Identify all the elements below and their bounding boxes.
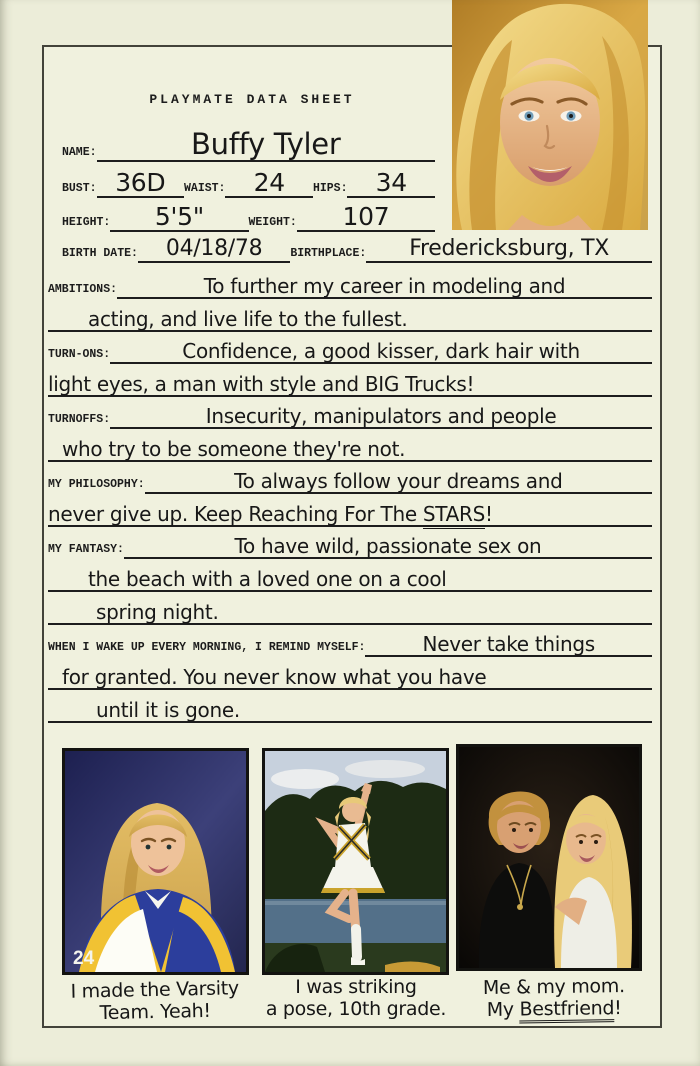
ambitions-value-2: acting, and live life to the fullest. (48, 310, 652, 332)
turnoffs-label: TURNOFFS: (48, 413, 111, 426)
weight-label: WEIGHT: (248, 216, 297, 229)
philosophy-label: MY PHILOSOPHY: (48, 478, 145, 491)
cheer-caption (258, 977, 454, 1021)
wake-up-line-1 (48, 624, 652, 657)
headshot-photo (452, 0, 648, 230)
ambitions-label: AMBITIONS: (48, 283, 118, 296)
varsity-illustration (65, 751, 246, 972)
hips-value: 34 (347, 171, 435, 198)
philosophy-line-2 (48, 494, 652, 527)
fantasy-value-3: spring night. (48, 603, 652, 625)
name-value: Buffy Tyler (97, 131, 435, 162)
ambitions-line-2 (48, 299, 652, 332)
headshot-illustration (452, 0, 648, 230)
varsity-photo (62, 748, 249, 975)
philosophy-value-2 (48, 502, 652, 527)
fantasy-line-1 (48, 526, 652, 559)
turn-ons-line-2 (48, 364, 652, 397)
fantasy-line-3 (48, 592, 652, 625)
wake-up-line-3 (48, 690, 652, 723)
mom-caption-line2 (456, 997, 652, 1022)
mom-illustration (459, 747, 639, 968)
birth-date-label: BIRTH DATE: (62, 247, 138, 260)
fantasy-label: MY FANTASY: (48, 543, 124, 556)
fantasy-line-2 (48, 559, 652, 592)
weight-value: 107 (297, 205, 435, 232)
cheer-caption-line2: a pose, 10th grade. (265, 997, 447, 1020)
waist-label: WAIST: (184, 182, 226, 195)
wake-up-line-2 (48, 657, 652, 690)
mom-caption-line1: Me & my mom. (482, 975, 625, 999)
philosophy-stars-underlined: STARS (423, 502, 485, 529)
birth-date-value: 04/18/78 (138, 239, 290, 263)
turnoffs-line-1 (48, 396, 652, 429)
turnoffs-value-1: Insecurity, manipulators and people (110, 407, 652, 429)
mom-caption (456, 976, 653, 1022)
birthplace-value: Fredericksburg, TX (366, 239, 652, 263)
birth-row (62, 227, 652, 263)
philosophy-line-1 (48, 461, 652, 494)
turn-ons-label: TURN-ONS: (48, 348, 111, 361)
wake-up-value-3: until it is gone. (48, 701, 652, 723)
jersey-number: 24 (73, 948, 95, 969)
varsity-caption-line1: I made the Varsity (70, 977, 240, 1003)
philosophy-value-1: To always follow your dreams and (145, 472, 652, 494)
mom-caption-bestfriend-underlined: Bestfriend (519, 997, 614, 1023)
wake-up-label: WHEN I WAKE UP EVERY MORNING, I REMIND MYSELF: (48, 641, 366, 654)
fantasy-value-2: the beach with a loved one on a cool (48, 570, 652, 592)
philosophy-value-2-post: ! (485, 502, 493, 526)
turn-ons-line-1 (48, 331, 652, 364)
waist-value: 24 (225, 171, 313, 198)
height-value: 5'5" (110, 205, 248, 232)
name-row (62, 126, 435, 162)
turn-ons-value-2: light eyes, a man with style and BIG Trucks! (48, 375, 652, 397)
birthplace-label: BIRTHPLACE: (290, 247, 367, 260)
cheer-caption-line1: I was striking (295, 976, 417, 998)
varsity-caption-line2: Team. Yeah! (99, 999, 211, 1025)
turn-ons-value-1: Confidence, a good kisser, dark hair with (110, 342, 652, 364)
wake-up-value-2: for granted. You never know what you have (48, 668, 652, 690)
hips-label: HIPS: (312, 182, 348, 195)
cheer-photo (262, 748, 449, 975)
cheer-illustration (265, 751, 446, 972)
mom-caption-line2-post: ! (614, 996, 622, 1020)
height-label: HEIGHT: (62, 216, 111, 229)
ambitions-value-1: To further my career in modeling and (117, 277, 652, 299)
measurements-row (62, 162, 435, 198)
fantasy-value-1: To have wild, passionate sex on (124, 537, 652, 559)
varsity-caption (52, 978, 259, 1026)
philosophy-value-2-pre: never give up. Keep Reaching For The (48, 502, 423, 526)
turnoffs-line-2 (48, 429, 652, 462)
bust-label: BUST: (62, 182, 97, 195)
ambitions-line-1 (48, 266, 652, 299)
turnoffs-value-2: who try to be someone they're not. (48, 440, 652, 462)
mom-photo (456, 744, 642, 971)
bust-value: 36D (97, 171, 185, 198)
name-label: NAME: (62, 146, 97, 159)
mom-caption-line2-pre: My (486, 998, 520, 1021)
page-title: PLAYMATE DATA SHEET (149, 92, 355, 107)
wake-up-value-1: Never take things (365, 635, 652, 657)
